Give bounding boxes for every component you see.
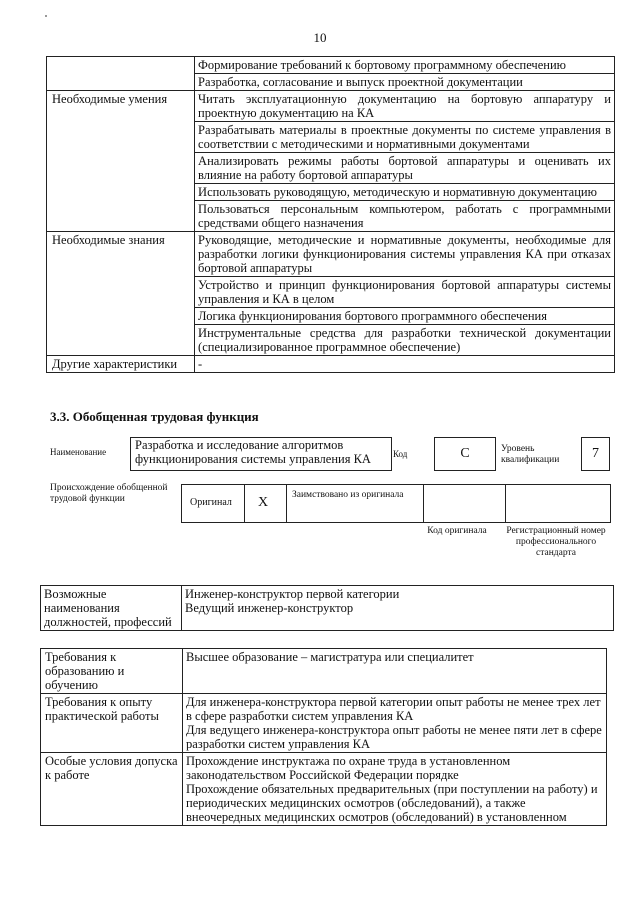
position-item: Ведущий инженер-конструктор [185,601,354,615]
positions-values [182,586,614,631]
positions-label: Возможные наименования должностей, профессий [41,586,182,631]
table-row [41,649,607,694]
cell-text: Устройство и принцип функционирования бортовой аппаратуры системы управления и КА в целом [195,277,615,308]
origin-label: Происхождение обобщенной трудовой функции [50,483,168,504]
cell-text: Инструментальные средства для разработки технической документации (специализированное программное обеспечение) [195,325,615,356]
divider [244,485,245,522]
page-number: 10 [313,30,327,45]
row-label-other: Другие характеристики [47,356,195,373]
cell-text: - [195,356,615,373]
borrowed-label: Заимствовано из оригинала [292,490,404,500]
req-item: Для инженера-конструктора первой категории опыт работы не менее трех лет в сфере разработки систем управления КА [186,695,601,723]
divider [505,485,506,522]
cell-text: Формирование требований к бортовому программному обеспечению [195,57,615,74]
code-original-label: Код оригинала [427,526,487,536]
req-values [183,649,607,694]
row-label-skills: Необходимые умения [47,91,195,232]
req-values [183,753,607,826]
requirements-table [40,648,607,826]
req-label: Особые условия допуска к работе [41,753,183,826]
cell-text: Руководящие, методические и нормативные документы, необходимые для разработки логики функционирования системы управления КА при отказах бортовой аппаратуры [195,232,615,277]
scan-speck [45,15,47,17]
table-row [47,91,615,122]
cell-text: Пользоваться персональным компьютером, работать с программными средствами общего назначения [195,201,615,232]
req-item: Прохождение инструктажа по охране труда в установленном законодательством Российской Федерации порядке [186,754,511,782]
cell-text: Использовать руководящую, методическую и нормативную документацию [195,184,615,201]
row-label-knowledge: Необходимые знания [47,232,195,356]
table-row [47,232,615,277]
positions-table [40,585,614,631]
req-label: Требования к опыту практической работы [41,694,183,753]
name-label: Наименование [50,447,107,457]
cell-text: Логика функционирования бортового программного обеспечения [195,308,615,325]
skills-table [46,56,615,373]
original-label: Оригинал [190,497,232,508]
function-name-box [130,437,392,471]
original-mark: X [258,495,269,510]
code-label: Код [393,449,408,459]
divider [286,485,287,522]
origin-box [181,484,611,523]
section-title: 3.3. Обобщенная трудовая функция [50,409,259,424]
table-row [47,57,615,74]
req-item: Прохождение обязательных предварительных (при поступлении на работу) и периодических медицинских осмотров (обследований), а также внеочередных медицинских осмотров (обследований) в установленном [186,782,598,824]
cell-text: Читать эксплуатационную документацию на бортовую аппаратуру и проектную документацию на КА [195,91,615,122]
table-row [41,753,607,826]
position-item: Инженер-конструктор первой категории [185,587,400,601]
req-item: Для ведущего инженера-конструктора опыт работы не менее пяти лет в сфере разработки систем управления КА [186,723,602,751]
level-value: 7 [581,437,610,471]
req-label: Требования к образованию и обучению [41,649,183,694]
cell-text: Анализировать режимы работы бортовой аппаратуры и оценивать их влияние на работу бортовой аппаратуры [195,153,615,184]
table-row [41,586,614,631]
req-values [183,694,607,753]
req-item: Высшее образование – магистратура или специалитет [186,650,474,664]
reg-number-label: Регистрационный номер профессионального стандарта [506,526,606,558]
code-value: C [434,437,496,471]
row-label [47,57,195,91]
level-label: Уровень квалификации [501,444,560,465]
table-row [41,694,607,753]
divider [423,485,424,522]
function-name: Разработка и исследование алгоритмов функционирования системы управления КА [135,438,371,466]
cell-text: Разрабатывать материалы в проектные документы по системе управления в соответствии с методическими и нормативными документами [195,122,615,153]
cell-text: Разработка, согласование и выпуск проектной документации [195,74,615,91]
table-row [47,356,615,373]
